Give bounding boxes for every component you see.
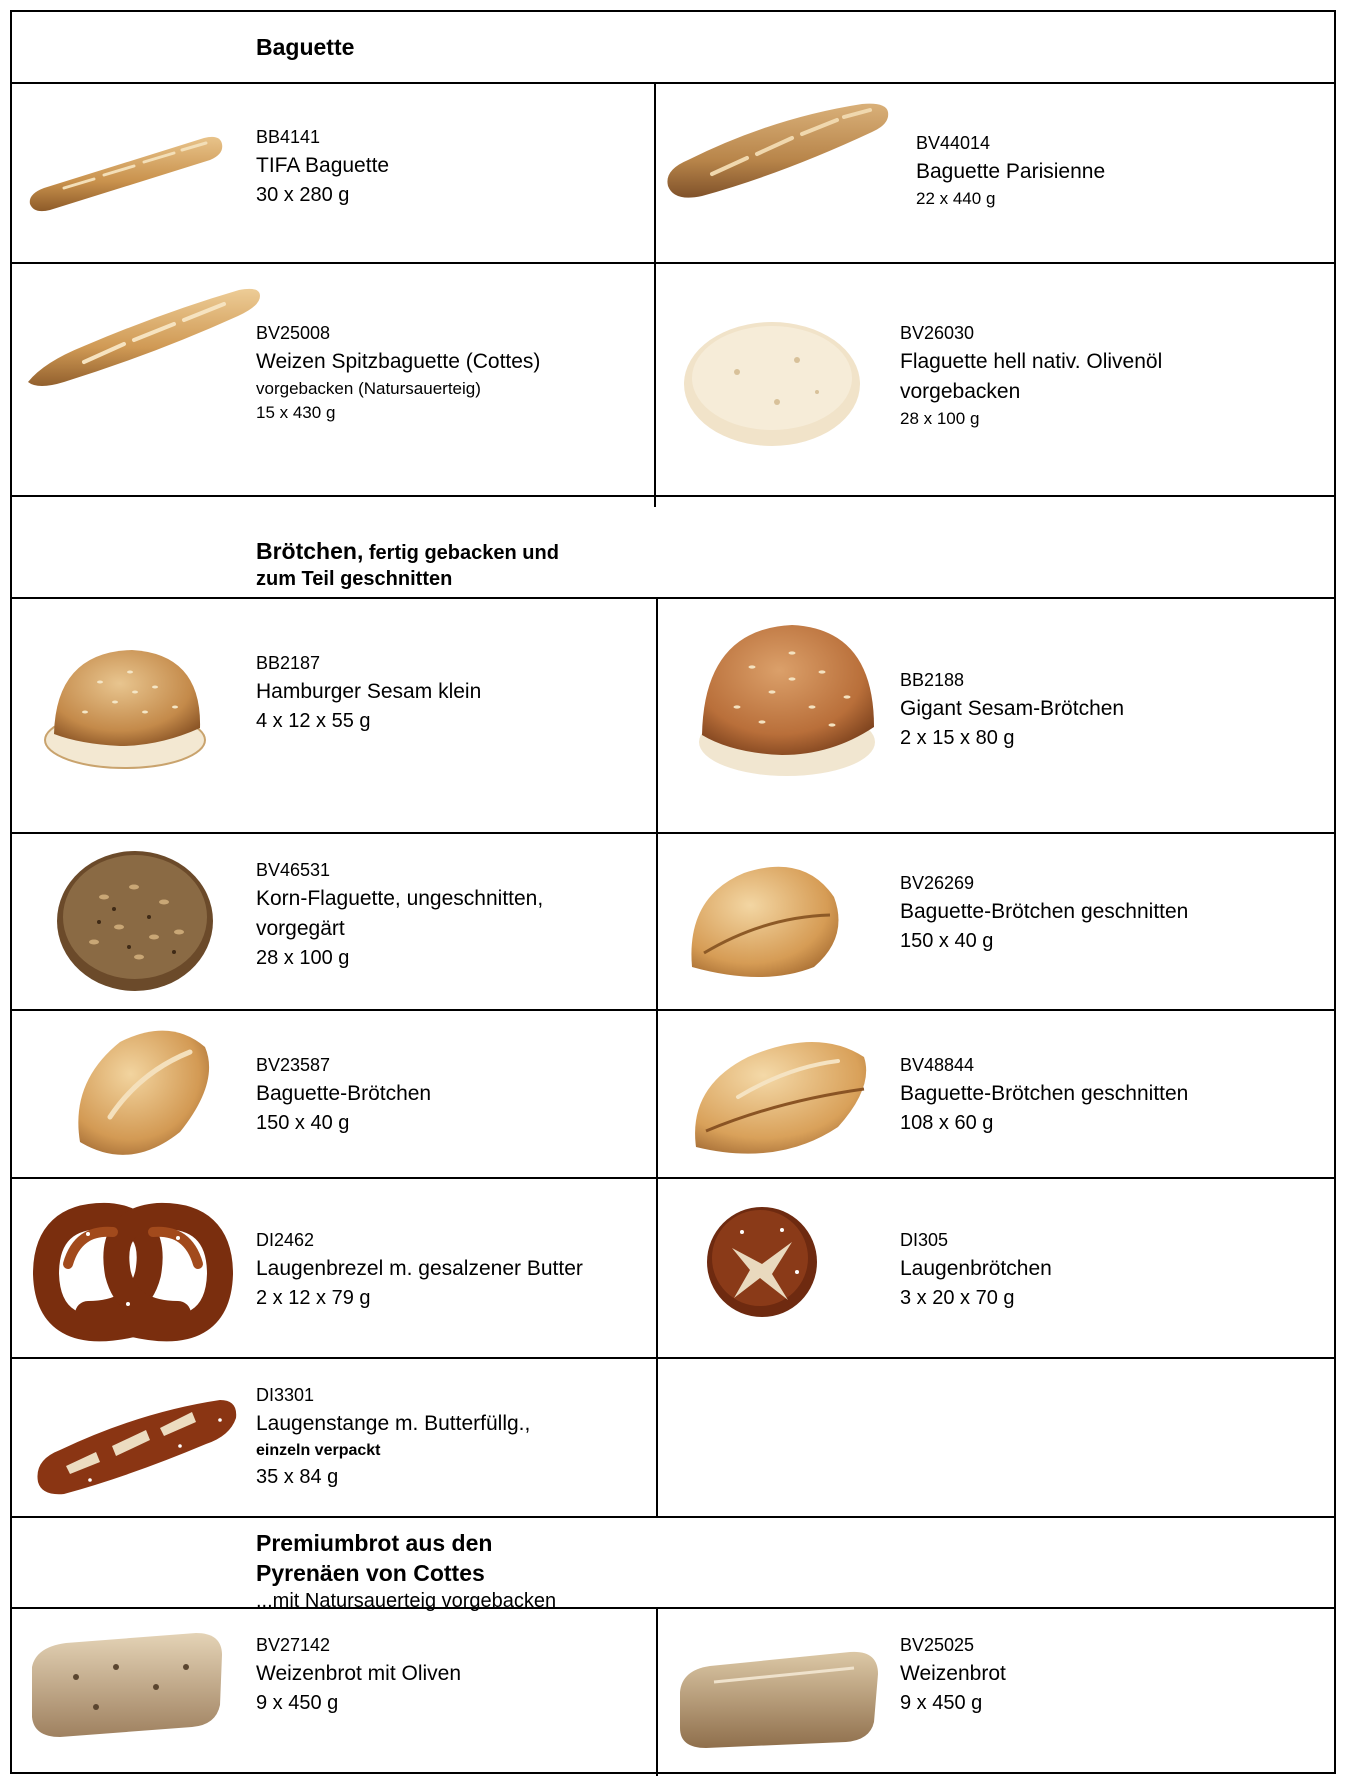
- product-name: Gigant Sesam-Brötchen: [900, 697, 1125, 720]
- product-entry: [256, 1227, 583, 1313]
- product-entry: [900, 320, 1162, 431]
- product-code: DI305: [900, 1230, 949, 1250]
- product-code: DI2462: [256, 1230, 315, 1250]
- product-entry: [900, 667, 1124, 753]
- sesame-bun-image: [40, 642, 210, 772]
- product-pack: 30 x 280 g: [256, 184, 350, 206]
- product-code: BV44014: [916, 133, 991, 153]
- wheat-bread-image: [674, 1642, 884, 1752]
- product-entry: [900, 1052, 1188, 1138]
- product-name: Weizenbrot: [900, 1662, 1006, 1685]
- flat-roll-image: [677, 312, 867, 452]
- product-name: Laugenstange m. Butterfüllg.,: [256, 1412, 531, 1435]
- product-note: vorgegärt: [256, 917, 345, 940]
- product-code: BB4141: [256, 127, 321, 147]
- olive-bread-image: [26, 1627, 226, 1742]
- product-pack: 150 x 40 g: [900, 930, 994, 952]
- product-name: Baguette-Brötchen geschnitten: [900, 900, 1189, 923]
- product-pack: 28 x 100 g: [256, 947, 350, 969]
- product-note: vorgebacken: [900, 380, 1021, 403]
- product-pack: 35 x 84 g: [256, 1466, 339, 1488]
- product-code: BV26269: [900, 873, 975, 893]
- product-name: Weizenbrot mit Oliven: [256, 1662, 462, 1685]
- divider: [12, 495, 1334, 497]
- divider: [12, 1516, 1334, 1518]
- divider: [12, 262, 1334, 264]
- parisian-baguette-image: [662, 96, 892, 206]
- product-code: BV25008: [256, 323, 331, 343]
- product-code: BV25025: [900, 1635, 975, 1655]
- column-divider: [656, 597, 658, 1517]
- product-name: Laugenbrötchen: [900, 1257, 1052, 1280]
- grain-roll-image: [54, 847, 216, 995]
- product-name: Hamburger Sesam klein: [256, 680, 482, 703]
- product-note: vorgebacken (Natursauerteig): [256, 379, 481, 398]
- product-entry: [900, 870, 1188, 956]
- divider: [12, 1009, 1334, 1011]
- product-code: BB2187: [256, 653, 321, 673]
- product-sheet: [10, 10, 1336, 1774]
- product-entry: [256, 857, 543, 973]
- product-name: Laugenbrezel m. gesalzener Butter: [256, 1257, 583, 1280]
- product-pack: 4 x 12 x 55 g: [256, 710, 371, 732]
- product-pack: 3 x 20 x 70 g: [900, 1287, 1015, 1309]
- cut-roll-long-image: [688, 1027, 873, 1167]
- product-code: BB2188: [900, 670, 965, 690]
- product-name: Flaguette hell nativ. Olivenöl: [900, 350, 1163, 373]
- product-pack: 9 x 450 g: [900, 1692, 983, 1714]
- product-pack: 2 x 12 x 79 g: [256, 1287, 371, 1309]
- product-entry: [900, 1632, 1006, 1718]
- product-name: Baguette-Brötchen geschnitten: [900, 1082, 1189, 1105]
- product-name: TIFA Baguette: [256, 154, 390, 177]
- product-code: BV46531: [256, 860, 331, 880]
- product-entry: [256, 320, 540, 425]
- product-pack: 28 x 100 g: [900, 409, 980, 428]
- divider: [12, 597, 1334, 599]
- lye-roll-image: [702, 1202, 822, 1322]
- product-entry: [256, 1382, 530, 1492]
- section-title-baguette: Baguette: [256, 34, 355, 60]
- lye-stick-image: [30, 1390, 240, 1500]
- product-pack: 2 x 15 x 80 g: [900, 727, 1015, 749]
- divider: [12, 1607, 1334, 1609]
- product-code: BV48844: [900, 1055, 975, 1075]
- product-code: BV23587: [256, 1055, 331, 1075]
- divider: [12, 82, 1334, 84]
- section-title-premiumbrot: Premiumbrot aus den Pyrenäen von Cottes ...mit Natursauerteig vorgebacken: [256, 1530, 557, 1612]
- cut-roll-image: [684, 857, 844, 987]
- product-pack: 9 x 450 g: [256, 1692, 339, 1714]
- divider: [12, 1177, 1334, 1179]
- product-name: Weizen Spitzbaguette (Cottes): [256, 350, 541, 373]
- product-code: BV27142: [256, 1635, 331, 1655]
- pointed-baguette-image: [24, 282, 264, 392]
- section-title-broetchen: Brötchen, fertig gebacken und zum Teil geschnitten: [256, 538, 559, 590]
- large-sesame-bun-image: [692, 617, 882, 782]
- product-entry: [916, 130, 1105, 211]
- divider: [12, 832, 1334, 834]
- product-name: Baguette Parisienne: [916, 160, 1106, 183]
- product-entry: [256, 1632, 461, 1718]
- product-name: Korn-Flaguette, ungeschnitten,: [256, 887, 544, 910]
- product-entry: [256, 650, 481, 736]
- product-name: Baguette-Brötchen: [256, 1082, 432, 1105]
- product-pack: 150 x 40 g: [256, 1112, 350, 1134]
- product-entry: [900, 1227, 1052, 1313]
- column-divider: [656, 1607, 658, 1776]
- product-code: DI3301: [256, 1385, 315, 1405]
- product-entry: [256, 124, 389, 210]
- product-note: einzeln verpackt: [256, 1442, 381, 1459]
- product-pack: 108 x 60 g: [900, 1112, 994, 1134]
- thin-baguette-image: [24, 124, 224, 214]
- product-code: BV26030: [900, 323, 975, 343]
- column-divider: [654, 82, 656, 507]
- divider: [12, 1357, 1334, 1359]
- pretzel-image: [28, 1194, 238, 1349]
- product-entry: [256, 1052, 431, 1138]
- product-pack: 22 x 440 g: [916, 189, 996, 208]
- baguette-roll-image: [70, 1022, 220, 1172]
- product-pack: 15 x 430 g: [256, 403, 336, 422]
